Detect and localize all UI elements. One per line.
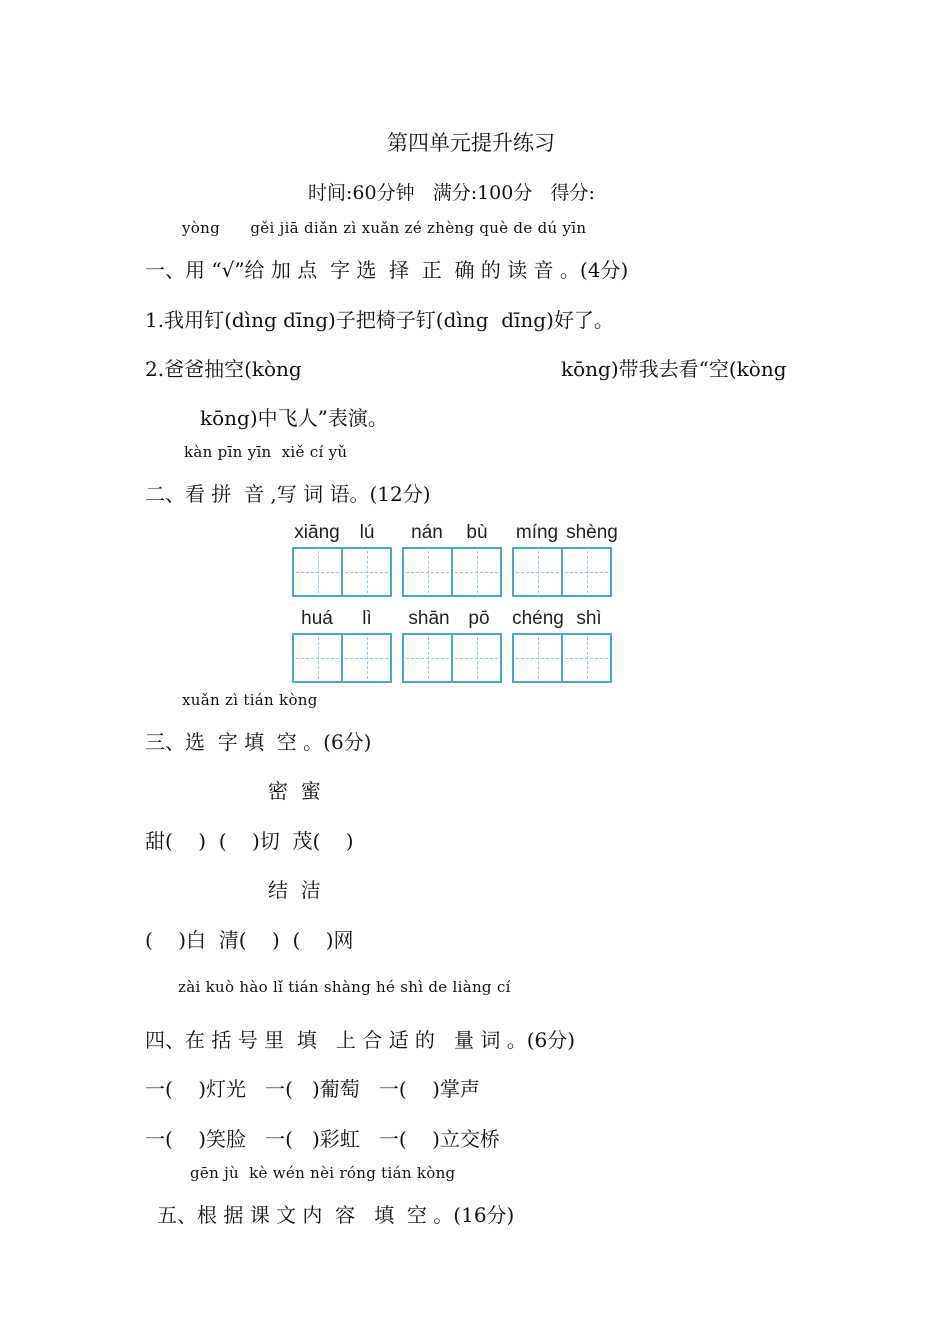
- writing-box-4[interactable]: [292, 633, 392, 683]
- section3-heading: 三、选 字 填 空 。(6分): [145, 730, 372, 754]
- section1-pinyin: yòng gěi jiā diǎn zì xuǎn zé zhèng què de dú yīn: [182, 219, 587, 237]
- word3-syllable1: míng: [515, 522, 559, 543]
- section3-line2[interactable]: ( )白 清( ) ( )网: [145, 928, 354, 952]
- word6-syllable1: chéng: [512, 608, 564, 629]
- writing-box-2[interactable]: [402, 547, 502, 597]
- section1-item2-part1: 2.爸爸抽空(kòng: [145, 357, 302, 381]
- section1-item1: 1.我用钉(dìng dīng)子把椅子钉(dìng dīng)好了。: [145, 308, 614, 332]
- word5-syllable1: shān: [408, 608, 450, 629]
- section3-choice-chars2: 结 洁: [268, 878, 321, 902]
- section3-pinyin: xuǎn zì tián kòng: [182, 691, 318, 709]
- section4-line1[interactable]: 一( )灯光 一( )葡萄 一( )掌声: [145, 1077, 480, 1101]
- word2-syllable1: nán: [411, 522, 443, 543]
- writing-box-5[interactable]: [402, 633, 502, 683]
- writing-box-1[interactable]: [292, 547, 392, 597]
- section2-pinyin: kàn pīn yīn xiě cí yǔ: [184, 443, 348, 461]
- word4-syllable1: huá: [301, 608, 333, 629]
- section4-line2[interactable]: 一( )笑脸 一( )彩虹 一( )立交桥: [145, 1127, 500, 1151]
- section4-pinyin: zài kuò hào lǐ tián shàng hé shì de liàng cí: [178, 978, 511, 996]
- section4-heading: 四、在 括 号 里 填 上 合 适 的 量 词 。(6分): [145, 1028, 576, 1052]
- word2-syllable2: bù: [466, 522, 488, 543]
- section3-line1[interactable]: 甜( ) ( )切 茂( ): [145, 829, 354, 853]
- section2-heading: 二、看 拼 音 ,写 词 语。(12分): [145, 482, 431, 506]
- exam-meta: 时间:60分钟 满分:100分 得分:: [308, 182, 595, 204]
- writing-box-6[interactable]: [512, 633, 612, 683]
- writing-box-3[interactable]: [512, 547, 612, 597]
- word1-syllable1: xiāng: [294, 522, 340, 543]
- page-title: 第四单元提升练习: [387, 131, 555, 155]
- section5-heading: 五、根 据 课 文 内 容 填 空 。(16分): [157, 1203, 515, 1227]
- word3-syllable2: shèng: [566, 522, 618, 543]
- section5-pinyin: gēn jù kè wén nèi róng tián kòng: [190, 1164, 456, 1182]
- word5-syllable2: pō: [468, 608, 490, 629]
- word6-syllable2: shì: [576, 608, 602, 629]
- section1-item2-part2: kōng)带我去看“空(kòng: [561, 357, 787, 381]
- section1-item2-part3: kōng)中飞人”表演。: [200, 406, 388, 430]
- section3-choice-chars1: 密 蜜: [268, 779, 321, 803]
- word1-syllable2: lú: [359, 522, 375, 543]
- word4-syllable2: lì: [362, 608, 372, 629]
- section1-heading: 一、用 “√”给 加 点 字 选 择 正 确 的 读 音 。(4分): [145, 258, 629, 282]
